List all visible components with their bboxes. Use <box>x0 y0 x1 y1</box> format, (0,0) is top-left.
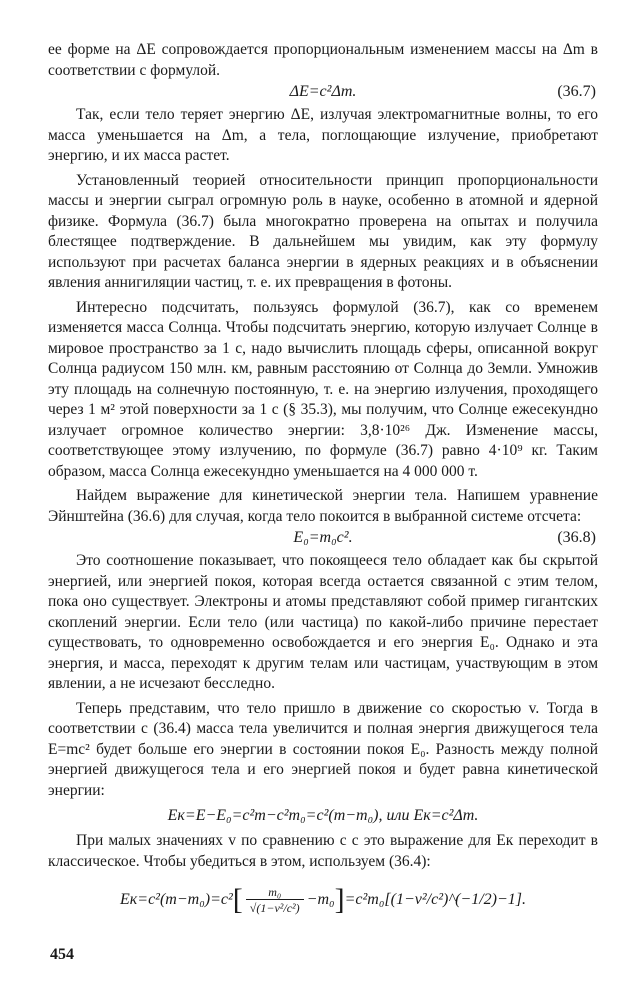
equation-kinetic-expansion <box>48 872 598 928</box>
equation-formula: E₀=m₀c². <box>293 529 353 546</box>
paragraph-4: Интересно подсчитать, пользуясь формулой (36.7), как со временем изменяется масса Солнца. Чтобы подсчитать энергию, которую излучает Солнце в мировое пространство за 1 с, надо вычислить площадь сферы, описанной вокруг Солнца радиусом 150 млн. км, равным расстоянию от Солнца до Земли. Умножив эту площадь на солнечную постоянную, т. е. на энергию излучения, проходящего через 1 м² этой поверхности за 1 с (§ 35.3), мы получим, что Солнце ежесекундно излучает огромное количество энергии: 3,8·10²⁶ Дж. Изменение массы, соответствующее этому излучению, по формуле (36.7) равно 4·10⁹ кг. Таким образом, масса Солнца ежесекундно уменьшается на 4 000 000 т. <box>48 298 598 480</box>
bracket-open: [ <box>232 883 243 916</box>
equation-number: (36.7) <box>557 83 596 100</box>
paragraph-5: Найдем выражение для кинетической энергии тела. Напишем уравнение Эйнштейна (36.6) для случая, когда тело покоится в выбранной системе отсчета: <box>48 487 598 525</box>
equation-left: Eк=c²(m−m₀)=c² <box>120 891 233 908</box>
equation-kinetic-energy: Eк=E−E₀=c²m−c²m₀=c²(m−m₀), или Eк=c²Δm. <box>167 807 479 824</box>
page-body <box>48 40 598 928</box>
paragraph-2: Так, если тело теряет энергию ΔE, излучая электромагнитные волны, то его масса уменьшается на Δm, а тела, поглощающие излучение, приобретают энергию, и их масса растет. <box>48 106 598 164</box>
fraction-denominator: √(1−v²/c²) <box>246 899 304 916</box>
equation-36-8 <box>48 527 598 551</box>
equation-formula: ΔE=c²Δm. <box>289 83 357 100</box>
equation-right: =c²m₀[(1−v²/c²)^(−1/2)−1]. <box>344 891 526 908</box>
paragraph-3: Установленный теорией относительности принцип пропорциональности массы и энергии сыграл огромную роль в науке, особенно в атомной и ядерной физике. Формула (36.7) была многократно проверена на опытах и получила блестящее подтверждение. В дальнейшем мы увидим, как эту формулу используют при расчетах баланса энергии в ядерных реакциях и в объяснении явления аннигиляции частиц, т. е. их превращения в фотоны. <box>48 171 598 291</box>
paragraph-7: Теперь представим, что тело пришло в движение со скоростью v. Тогда в соответствии с (36.4) масса тела увеличится и полная энергия движущегося тела E=mc² будет больше его энергии в состоянии покоя E₀. Разность между полной энергией движущегося тела и его энергией покоя и будет равна кинетической энергии: <box>48 699 598 799</box>
bracket-close: ] <box>334 883 345 916</box>
paragraph-8: При малых значениях v по сравнению с c это выражение для Eк переходит в классическое. Чтобы убедиться в этом, используем (36.4): <box>48 832 598 870</box>
equation-number: (36.8) <box>557 529 596 546</box>
paragraph-6: Это соотношение показывает, что покоящееся тело обладает как бы скрытой энергией, или энергией покоя, которая всегда остается связанной с этим телом, пока оно существует. Электроны и атомы представляют собой пример гигантских скоплений энергии. Если тело (или частица) по какой-либо причине перестает существовать, то одновременно освобождается и его энергия E₀. Однако и эта энергия, и масса, переходят к другим телам или частицам, участвующим в этом явлении, а не исчезают бесследно. <box>48 552 598 692</box>
page-number: 454 <box>50 946 74 963</box>
paragraph-1: ее форме на ΔE сопровождается пропорциональным изменением массы на Δm в соответствии с формулой. <box>48 41 598 79</box>
equation-36-7 <box>48 81 598 105</box>
fraction-numerator: m₀ <box>268 884 282 899</box>
fraction <box>246 885 304 916</box>
equation-middle: −m₀ <box>306 891 335 908</box>
